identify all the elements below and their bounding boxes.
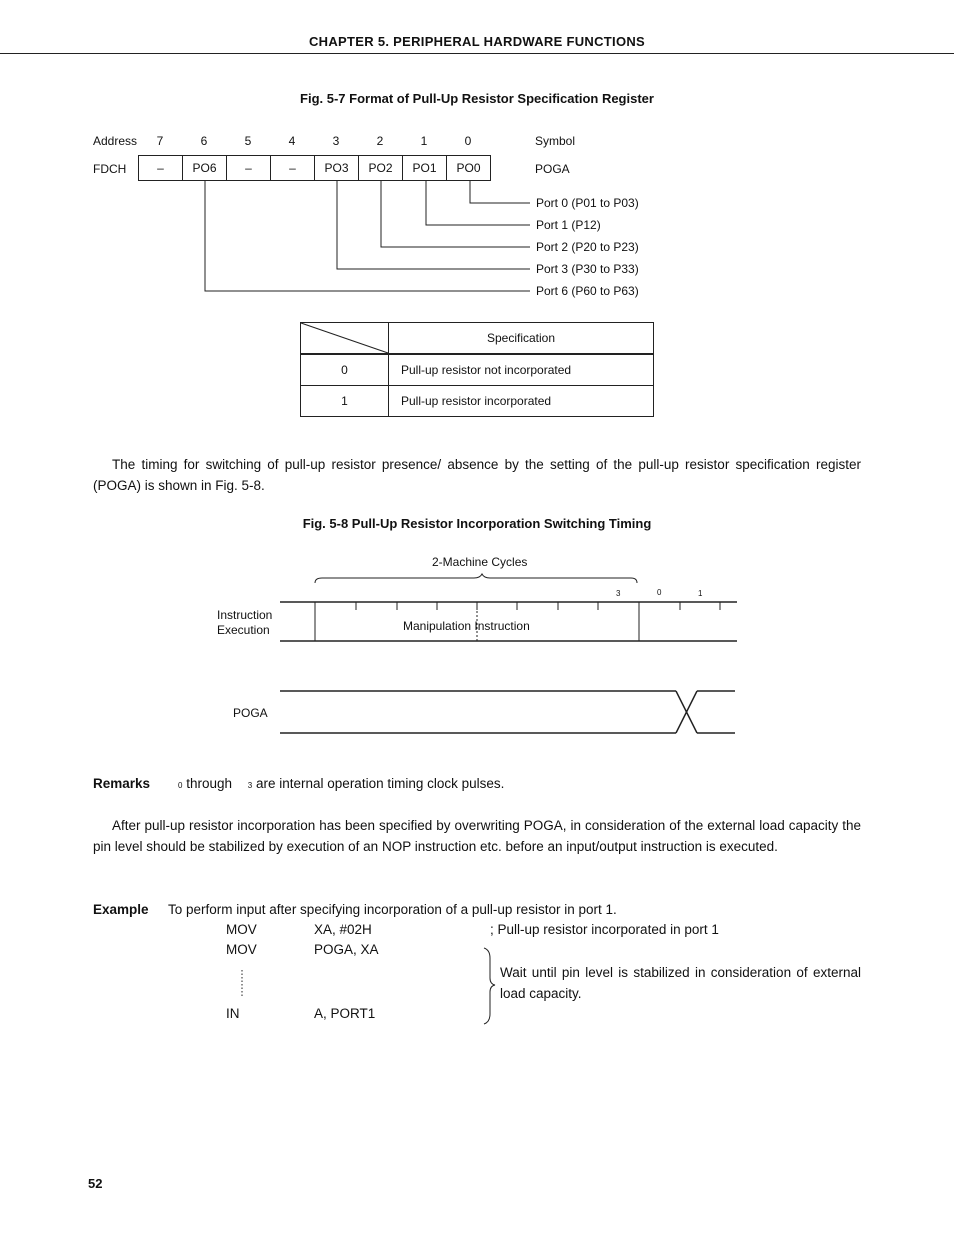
code-op-2: MOV <box>226 942 257 957</box>
wait-note: Wait until pin level is stabilized in consideration of external load capacity. <box>500 965 861 1001</box>
bit-number-6: 6 <box>200 134 208 148</box>
page-number: 52 <box>88 1176 103 1191</box>
bit-number-2: 2 <box>376 134 384 148</box>
bit-number-1: 1 <box>420 134 428 148</box>
specification-header: Specification <box>389 323 654 355</box>
poga-signal-label: POGA <box>233 706 268 720</box>
code-comment-1: ; Pull-up resistor incorporated in port 1 <box>490 922 719 937</box>
remarks-sub-start: 0 <box>178 781 183 790</box>
bit-number-4: 4 <box>288 134 296 148</box>
register-bit-2: PO2 <box>358 155 403 181</box>
remarks-sub-end: 3 <box>247 781 253 790</box>
bit-number-5: 5 <box>244 134 252 148</box>
code-arg-1: XA, #02H <box>314 922 372 937</box>
port-0-label: Port 0 (P01 to P03) <box>536 196 639 210</box>
paragraph-timing-intro: The timing for switching of pull-up resistor presence/ absence by the setting of the pull-up resistor specification register (POGA) is shown in Fig. 5-8. <box>93 457 861 493</box>
fig-5-8-caption: Fig. 5-8 Pull-Up Resistor Incorporation Switching Timing <box>302 516 652 531</box>
symbol-value: POGA <box>535 162 570 176</box>
fig-5-7-caption: Fig. 5-7 Format of Pull-Up Resistor Specification Register <box>300 91 654 106</box>
execution-label: Execution <box>217 623 270 637</box>
chapter-header: CHAPTER 5. PERIPHERAL HARDWARE FUNCTIONS <box>308 34 646 49</box>
register-bit-7: – <box>138 155 183 181</box>
spec-value-1: 1 <box>301 386 389 417</box>
code-op-1: MOV <box>226 922 257 937</box>
remarks-through: through <box>186 776 233 791</box>
register-bit-1: PO1 <box>402 155 447 181</box>
register-bit-4: – <box>270 155 315 181</box>
phi-1-label: 1 <box>698 589 703 598</box>
machine-cycles-label: 2-Machine Cycles <box>432 555 528 569</box>
example-text: To perform input after specifying incorporation of a pull-up resistor in port 1. <box>168 902 617 917</box>
code-op-3: IN <box>226 1006 240 1021</box>
manipulation-instruction-label: Manipulation Instruction <box>403 619 530 633</box>
spec-desc-1: Pull-up resistor incorporated <box>389 386 654 417</box>
spec-value-0: 0 <box>301 354 389 386</box>
bit-number-0: 0 <box>464 134 472 148</box>
instruction-label: Instruction <box>217 608 273 622</box>
phi-3-label: 3 <box>616 589 621 598</box>
register-bit-3: PO3 <box>314 155 359 181</box>
paragraph-stabilize: After pull-up resistor incorporation has been specified by overwriting POGA, in consideration of the external load capacity the pin level should be stabilized by execution of an NOP instruction etc. before an input/output instruction is executed. <box>93 818 861 854</box>
phi-0-label: 0 <box>657 588 662 597</box>
port-2-label: Port 2 (P20 to P23) <box>536 240 639 254</box>
port-3-label: Port 3 (P30 to P33) <box>536 262 639 276</box>
remarks-description: are internal operation timing clock pulses. <box>256 776 505 791</box>
register-bit-5: – <box>226 155 271 181</box>
example-title: Example <box>93 902 149 917</box>
remarks-title: Remarks <box>93 776 151 791</box>
code-arg-3: A, PORT1 <box>314 1006 376 1021</box>
spec-desc-0: Pull-up resistor not incorporated <box>389 354 654 386</box>
port-1-label: Port 1 (P12) <box>536 218 601 232</box>
port-6-label: Port 6 (P60 to P63) <box>536 284 639 298</box>
code-arg-2: POGA, XA <box>314 942 379 957</box>
symbol-label: Symbol <box>535 134 576 148</box>
bit-number-7: 7 <box>156 134 164 148</box>
address-value: FDCH <box>93 162 127 176</box>
register-bit-6: PO6 <box>182 155 227 181</box>
bit-number-3: 3 <box>332 134 340 148</box>
register-bit-0: PO0 <box>446 155 491 181</box>
address-label: Address <box>93 134 138 148</box>
